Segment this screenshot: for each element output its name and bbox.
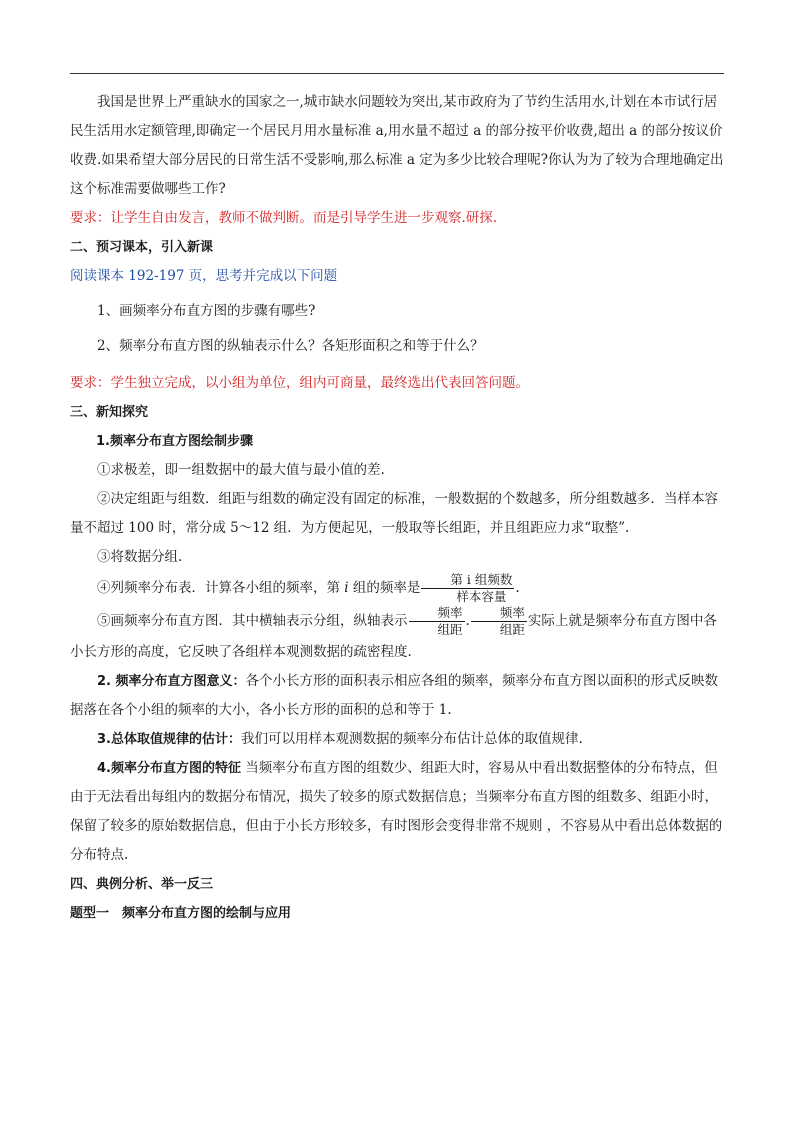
- subsection3-text: 我们可以用样本观测数据的频率分布估计总体的取值规律.: [240, 731, 583, 747]
- step-4-mid: 组的频率是: [348, 580, 421, 596]
- subsection4: [70, 754, 724, 870]
- subsection2-title: 2. 频率分布直方图意义：: [97, 674, 246, 689]
- subsection3: [70, 725, 724, 754]
- step-5-prefix: ⑤画频率分布直方图．其中横轴表示分组，纵轴表示: [97, 613, 408, 629]
- step-4-prefix: ④列频率分布表．计算各小组的频率，第: [97, 580, 345, 596]
- fraction-denominator: 组距: [499, 622, 525, 637]
- document-body: [70, 88, 724, 928]
- fraction-freq-over-width: [409, 605, 465, 638]
- step-5-suffix: 实际上就是频率分布直方图中各小长方形的高度，它反映了各组样本观测数据的疏密程度.: [70, 613, 717, 660]
- intro-requirement: 要求：让学生自由发言，教师不做判断。而是引导学生进一步观察.研探.: [70, 210, 498, 226]
- step-2: ②决定组距与组数．组距与组数的确定没有固定的标准，一般数据的个数越多，所分组数越多．当样本容量不超过 100 时，常分成 5～12 组．为方便起见，一般取等长组距，并且组距应力求“取整”.: [70, 491, 718, 536]
- header-rule: [70, 73, 724, 74]
- section2-requirement: 要求：学生独立完成，以小组为单位，组内可商量，最终选出代表回答问题。: [70, 375, 529, 391]
- subsection2-text: 各个小长方形的面积表示相应各组的频率，频率分布直方图以面积的形式反映数据落在各个小组的频率的大小，各小长方形的面积的总和等于 1.: [70, 673, 719, 718]
- question-2: 2、频率分布直方图的纵轴表示什么？各矩形面积之和等于什么？: [97, 338, 484, 354]
- fraction-freq-over-width-repeat: [471, 605, 527, 638]
- step-1: ①求极差，即一组数据中的最大值与最小值的差.: [97, 462, 385, 478]
- question-1: 1、画频率分布直方图的步骤有哪些?: [97, 303, 316, 319]
- step-4-var: i: [344, 580, 349, 596]
- fraction-numerator: 频率: [409, 605, 465, 622]
- subsection3-title: 3.总体取值规律的估计：: [97, 732, 241, 747]
- intro-paragraph: 我国是世界上严重缺水的国家之一,城市缺水问题较为突出,某市政府为了节约生活用水,计划在本市试行居民生活用水定额管理,即确定一个居民月用水量标准 a,用水量不超过 a 的部分按平价收费,超出 a 的部分按议价收费.如果希望大部分居民的日常生活不受影响,那么标准 a 定为多少比较合理呢?你认为为了较为合理地确定出这个标准需要做哪些工作?: [70, 94, 724, 197]
- step-3: ③将数据分组.: [97, 549, 183, 565]
- subsection2: [70, 667, 724, 725]
- fraction-denominator: 样本容量: [456, 589, 507, 604]
- section2-heading: 二、预习课本，引入新课: [70, 240, 214, 255]
- question-type-1: 题型一 频率分布直方图的绘制与应用: [70, 906, 292, 921]
- fraction-numerator: 第 i 组频数: [421, 572, 514, 589]
- fraction-denominator: 组距: [437, 622, 463, 637]
- fraction-frequency: [421, 572, 514, 605]
- step-4-suffix: .: [515, 580, 520, 596]
- step-5-separator: .: [465, 613, 470, 629]
- step-5: [70, 605, 724, 667]
- fraction-numerator: 频率: [471, 605, 527, 622]
- subsection4-text: 当频率分布直方图的组数少、组距大时，容易从中看出数据整体的分布特点，但由于无法看出每组内的数据分布情况，损失了较多的原式数据信息；当频率分布直方图的组数多、组距小时，保留了较多的原始数据信息，但由于小长方形较多，有时图形会变得非常不规则 ，不容易从中看出总体数据的分布特点.: [70, 760, 723, 863]
- section4-heading: 四、典例分析、举一反三: [70, 877, 214, 892]
- subsection4-title: 4.频率分布直方图的特征: [97, 761, 241, 776]
- step-4: [70, 572, 724, 605]
- reading-instruction: 阅读课本 192-197 页，思考并完成以下问题: [70, 268, 338, 284]
- section3-heading: 三、新知探究: [70, 405, 149, 420]
- subsection1-title: 1.频率分布直方图绘制步骤: [96, 434, 253, 449]
